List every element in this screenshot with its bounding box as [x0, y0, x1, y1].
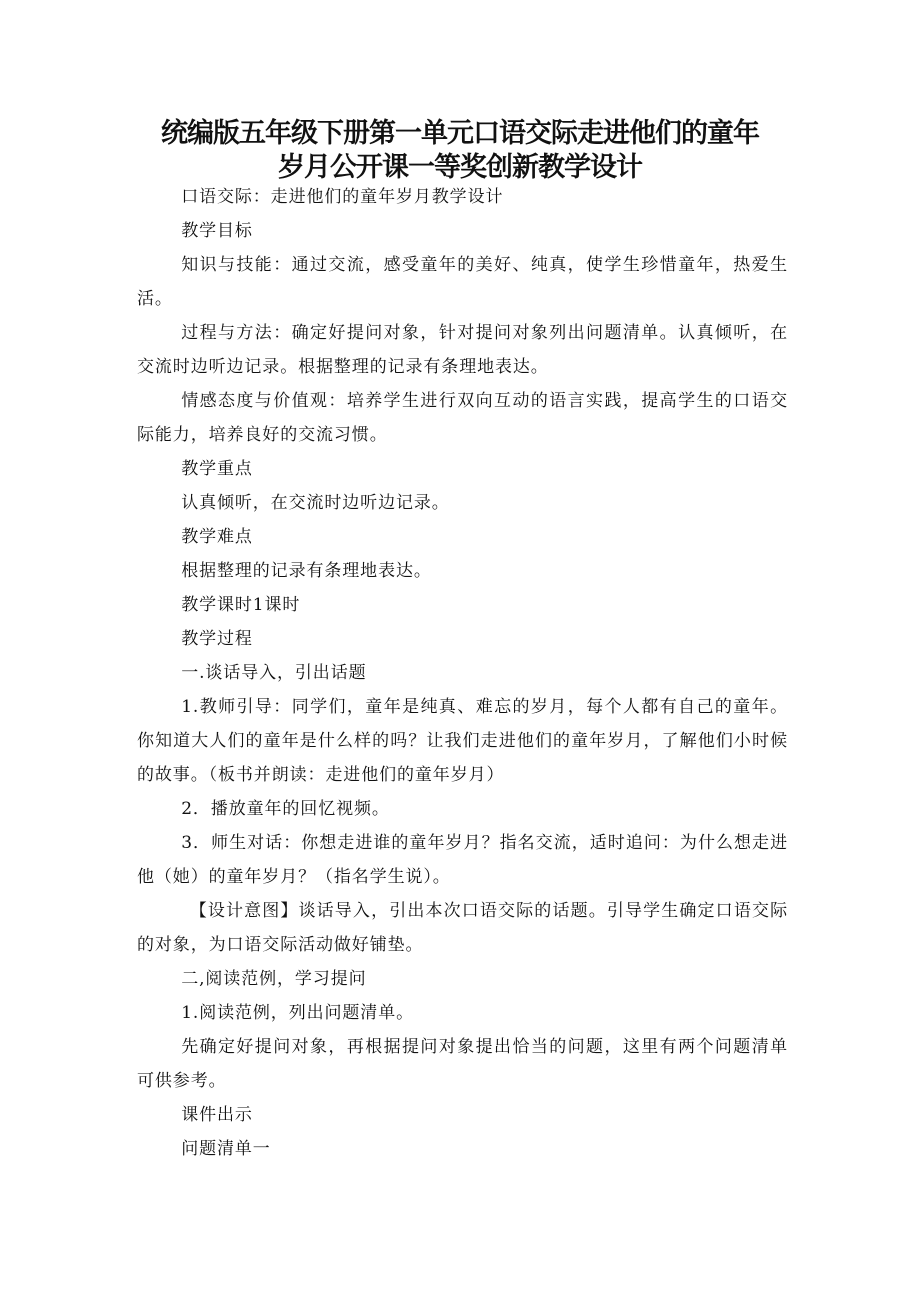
- body-paragraph: 1.教师引导：同学们，童年是纯真、难忘的岁月，每个人都有自己的童年。你知道大人们的童年是什么样的吗？让我们走进他们的童年岁月，了解他们小时候的故事。（板书并朗读：走进他们的童年岁月）: [137, 697, 788, 785]
- body-paragraph: 情感态度与价值观：培养学生进行双向互动的语言实践，提高学生的口语交际能力，培养良好的交流习惯。: [137, 391, 788, 445]
- body-paragraph: 知识与技能：通过交流，感受童年的美好、纯真，使学生珍惜童年，热爱生活。: [137, 255, 788, 309]
- body-paragraph: 先确定好提问对象，再根据提问对象提出恰当的问题，这里有两个问题清单可供参考。: [137, 1037, 788, 1091]
- section-heading: 教学重点: [181, 459, 253, 479]
- document-title-line-2: 岁月公开课一等奖创新教学设计: [278, 152, 642, 183]
- design-intent-paragraph: 【设计意图】谈话导入，引出本次口语交际的话题。引导学生确定口语交际的对象，为口语交际活动做好铺垫。: [137, 901, 788, 955]
- section-heading: 教学难点: [181, 527, 253, 547]
- body-paragraph: 2．播放童年的回忆视频。: [181, 799, 390, 819]
- document-body: [137, 180, 788, 1166]
- subtitle-paragraph: 口语交际：走进他们的童年岁月教学设计: [181, 187, 504, 207]
- body-paragraph: 1.阅读范例，列出问题清单。: [181, 1003, 415, 1023]
- body-paragraph: 课件出示: [181, 1105, 253, 1125]
- body-paragraph: 3．师生对话：你想走进谁的童年岁月？指名交流，适时追问：为什么想走进他（她）的童年岁月？（指名学生说）。: [137, 833, 788, 887]
- section-heading: 一.谈话导入，引出话题: [181, 663, 367, 683]
- body-paragraph: 问题清单一: [181, 1139, 271, 1159]
- section-heading: 教学过程: [181, 629, 253, 649]
- document-title-line-1: 统编版五年级下册第一单元口语交际走进他们的童年: [161, 118, 759, 149]
- body-paragraph: 过程与方法：确定好提问对象，针对提问对象列出问题清单。认真倾听，在交流时边听边记录。根据整理的记录有条理地表达。: [137, 323, 788, 377]
- section-heading: 教学课时1课时: [181, 595, 301, 615]
- section-heading: 教学目标: [181, 221, 253, 241]
- section-heading: 二,阅读范例，学习提问: [181, 969, 367, 989]
- body-paragraph: 认真倾听，在交流时边听边记录。: [181, 493, 450, 513]
- body-paragraph: 根据整理的记录有条理地表达。: [181, 561, 432, 581]
